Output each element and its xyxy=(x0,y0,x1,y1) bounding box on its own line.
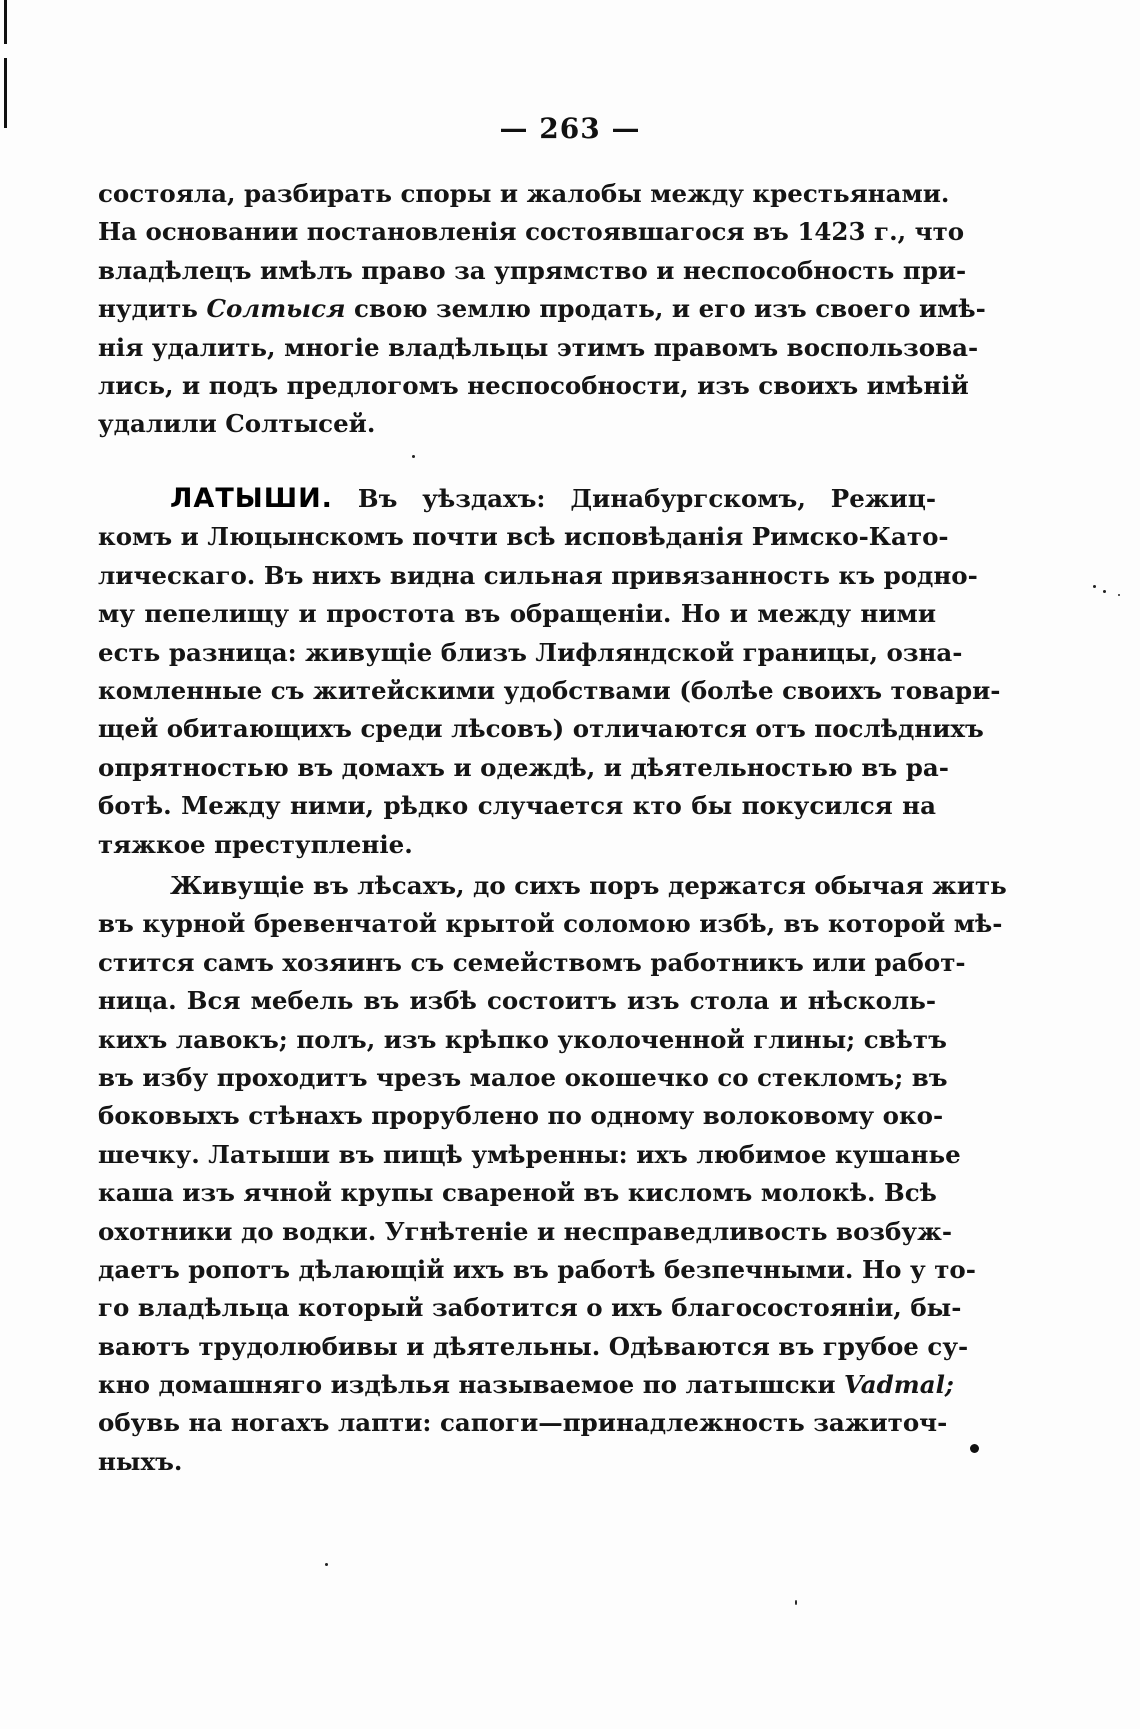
text-line: даетъ ропотъ дѣлающій ихъ въ работѣ безпечными. Но у то- xyxy=(98,1254,976,1284)
text-line: комъ и Люцынскомъ почти всѣ исповѣданія Римско-Като- xyxy=(98,522,949,552)
paragraph-3 xyxy=(98,867,1007,1481)
text-line: Живущіе въ лѣсахъ, до сихъ поръ держатся обычая жить xyxy=(170,871,1007,900)
text-line: тяжкое преступленіе. xyxy=(98,829,413,859)
scan-speck xyxy=(1103,590,1106,593)
text-line: опрятностью въ домахъ и одеждѣ, и дѣятельностью въ ра- xyxy=(98,752,949,782)
page-number: — 263 — xyxy=(499,112,641,145)
text-line: владѣлецъ имѣлъ право за упрямство и неспособность при- xyxy=(98,255,967,285)
text-line: каша изъ ячной крупы свареной въ кисломъ молокѣ. Всѣ xyxy=(98,1178,937,1208)
text-line: лическаго. Въ нихъ видна сильная привязанность къ родно- xyxy=(98,560,978,590)
text-line xyxy=(98,1366,954,1404)
text-line: ботѣ. Между ними, рѣдко случается кто бы покусился на xyxy=(98,791,936,821)
text-line: го владѣльца который заботится о ихъ благосостояніи, бы- xyxy=(98,1293,962,1323)
text-run: нудить xyxy=(98,294,207,324)
text-line: въ курной бревенчатой крытой соломою избѣ, въ которой мѣ- xyxy=(98,909,1003,939)
text-line: комленные съ житейскими удобствами (болѣе своихъ товари- xyxy=(98,675,1001,705)
text-line xyxy=(98,290,986,328)
text-line: въ избу проходитъ чрезъ малое окошечко со стекломъ; въ xyxy=(98,1062,948,1092)
text-line: щей обитающихъ среди лѣсовъ) отличаются отъ послѣднихъ xyxy=(98,714,984,744)
italic-term: Солтыся xyxy=(206,294,346,324)
italic-term: Vadmal; xyxy=(844,1370,954,1400)
paragraph-1 xyxy=(98,175,986,444)
text-line: лись, и подъ предлогомъ неспособности, изъ своихъ имѣній xyxy=(98,370,969,400)
text-line: ваютъ трудолюбивы и дѣятельны. Одѣваются въ грубое су- xyxy=(98,1331,969,1361)
scan-speck xyxy=(325,1563,328,1566)
scan-speck xyxy=(412,455,415,458)
section-heading: ЛАТЫШИ. xyxy=(170,483,333,514)
text-line: стится самъ хозяинъ съ семействомъ работникъ или работ- xyxy=(98,947,966,977)
text-run: свою землю продать, и его изъ своего имѣ- xyxy=(345,294,986,324)
scan-speck xyxy=(795,1600,797,1605)
text-line: охотники до водки. Угнѣтеніе и несправедливость возбуж- xyxy=(98,1216,952,1246)
text-run: Въ уѣздахъ: Динабургскомъ, Режиц- xyxy=(357,484,936,513)
text-line: состояла, разбирать споры и жалобы между крестьянами. xyxy=(98,179,950,208)
scan-dot xyxy=(970,1444,979,1453)
text-line: есть разница: живущіе близъ Лифляндской границы, озна- xyxy=(98,637,963,667)
text-line: кихъ лавокъ; полъ, изъ крѣпко уколоченной глины; свѣтъ xyxy=(98,1024,947,1054)
text-line: му пепелищу и простота въ обращеніи. Но и между ними xyxy=(98,599,936,629)
text-line: нія удалить, многіе владѣльцы этимъ правомъ воспользова- xyxy=(98,332,979,362)
text-line: обувь на ногахъ лапти: сапоги—принадлежность зажиточ- xyxy=(98,1408,948,1438)
paragraph-2 xyxy=(98,480,1001,864)
scan-edge-mark xyxy=(4,0,7,44)
text-run: кно домашняго издѣлья называемое по латышски xyxy=(98,1370,845,1400)
text-line: ница. Вся мебель въ избѣ состоитъ изъ стола и нѣсколь- xyxy=(98,986,936,1016)
text-line: На основании постановленія состоявшагося въ 1423 г., что xyxy=(98,217,965,247)
text-line: ныхъ. xyxy=(98,1446,183,1476)
text-line xyxy=(98,480,936,518)
scan-speck xyxy=(1093,585,1096,588)
text-line: удалили Солтысей. xyxy=(98,409,376,439)
text-line: шечку. Латыши въ пищѣ умѣренны: ихъ любимое кушанье xyxy=(98,1139,961,1169)
scan-speck xyxy=(1118,594,1120,596)
text-line: боковыхъ стѣнахъ прорублено по одному волоковому око- xyxy=(98,1101,944,1131)
